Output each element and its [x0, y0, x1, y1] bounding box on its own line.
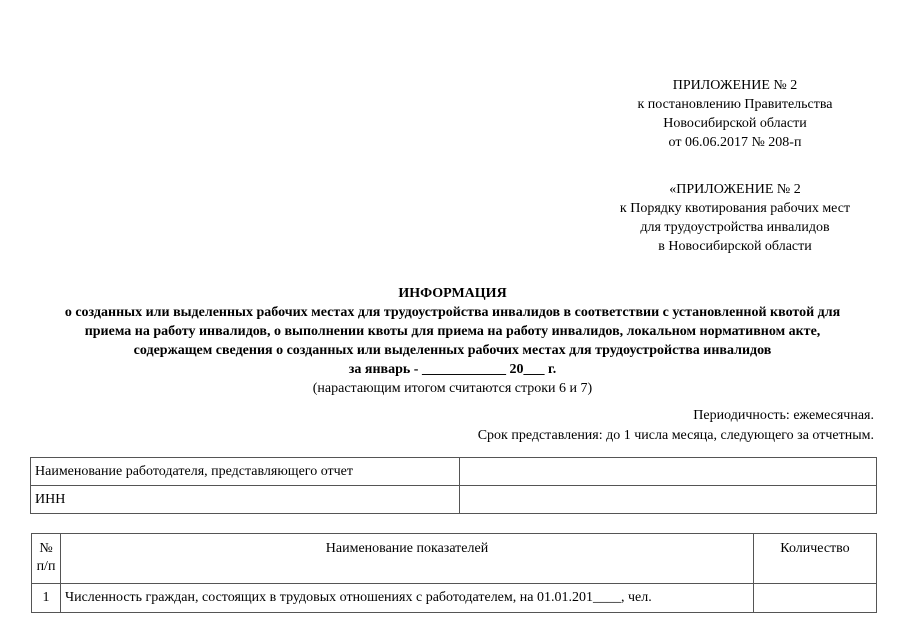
appendix-quoted-line1: «ПРИЛОЖЕНИЕ № 2: [669, 182, 801, 197]
document-heading: ИНФОРМАЦИЯ: [398, 286, 507, 301]
title-line2: приема на работу инвалидов, о выполнении квоты для приема на работу инвалидов, локальном нормативном акте,: [84, 324, 821, 339]
row-num: 1: [32, 584, 61, 613]
appendix-main-block: [590, 76, 880, 152]
deadline-text: Срок представления: до 1 числа месяца, следующего за отчетным.: [477, 428, 874, 443]
employer-name-field[interactable]: [460, 458, 877, 486]
employer-name-label: Наименование работодателя, представляющего отчет: [31, 458, 460, 486]
indicators-table: [31, 533, 877, 613]
periodicity-text: Периодичность: ежемесячная.: [693, 408, 874, 423]
table-row: [31, 458, 877, 486]
appendix-quoted-line4: в Новосибирской области: [658, 239, 812, 254]
title-line1: о созданных или выделенных рабочих местах для трудоустройства инвалидов в соответствии с установленной квотой для: [64, 305, 841, 320]
document-title-block: [0, 284, 905, 398]
row-qty-field[interactable]: [754, 584, 877, 613]
row-name: Численность граждан, состоящих в трудовых отношениях с работодателем, на 01.01.201____, чел.: [61, 584, 754, 613]
appendix-main-line1: ПРИЛОЖЕНИЕ № 2: [672, 78, 798, 93]
header-name: Наименование показателей: [61, 534, 754, 584]
header-qty: Количество: [754, 534, 877, 584]
title-period-line: за январь - ____________ 20___ г.: [348, 362, 557, 377]
appendix-main-line4: от 06.06.2017 № 208-п: [668, 135, 802, 150]
inn-label: ИНН: [31, 486, 460, 514]
table-header-row: [32, 534, 877, 584]
appendix-main-line2: к постановлению Правительства: [637, 97, 833, 112]
schedule-block: [478, 406, 874, 446]
appendix-quoted-line2: к Порядку квотирования рабочих мест: [619, 201, 851, 216]
inn-field[interactable]: [460, 486, 877, 514]
table-row: [32, 584, 877, 613]
employer-table: [30, 457, 877, 514]
appendix-quoted-line3: для трудоустройства инвалидов: [640, 220, 830, 235]
header-num: № п/п: [32, 534, 61, 584]
appendix-quoted-block: [590, 180, 880, 256]
title-line3: содержащем сведения о созданных или выделенных рабочих местах для трудоустройства инвалидов: [133, 343, 772, 358]
table-row: [31, 486, 877, 514]
appendix-main-line3: Новосибирской области: [663, 116, 807, 131]
title-note: (нарастающим итогом считаются строки 6 и 7): [312, 381, 593, 396]
